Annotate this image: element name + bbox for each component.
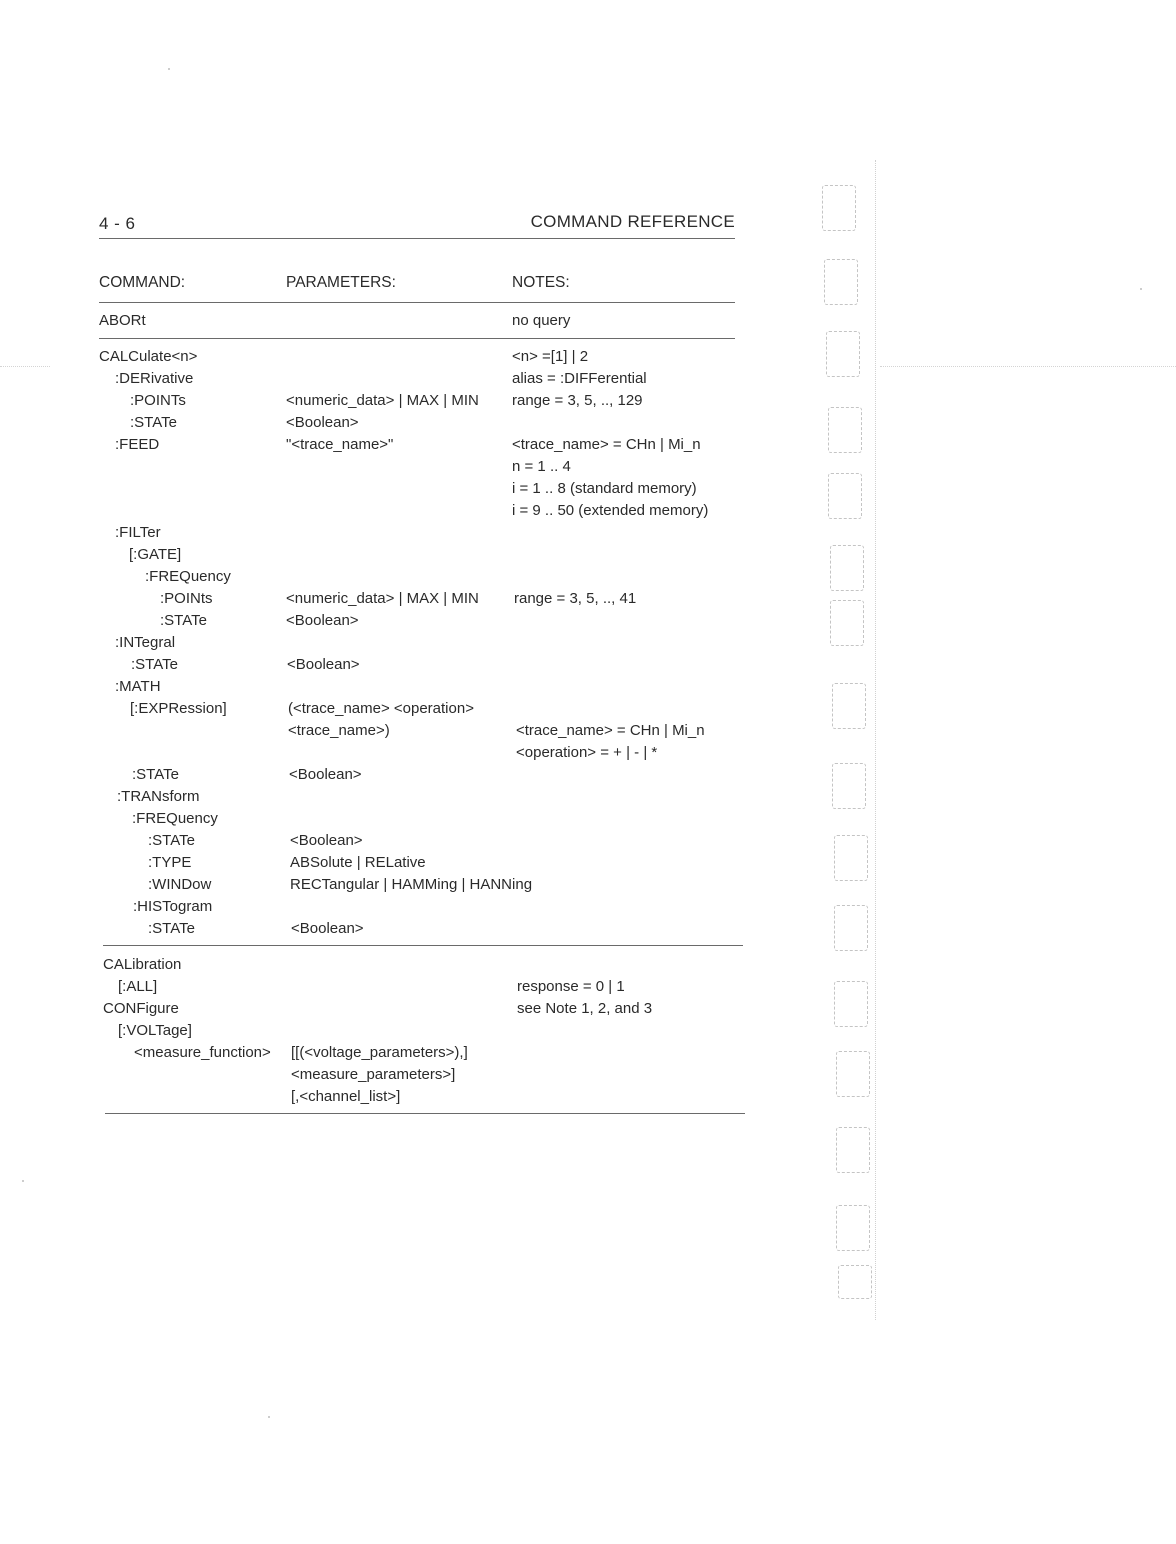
column-header-notes: NOTES:: [512, 274, 570, 291]
table-row: [99, 874, 739, 896]
table-row: [99, 500, 739, 522]
notes-cell: range = 3, 5, .., 129: [512, 392, 643, 409]
table-row: [99, 588, 739, 610]
tab-impression: [826, 331, 860, 377]
notes-cell: see Note 1, 2, and 3: [517, 1000, 653, 1017]
command-cell: :DERivative: [115, 370, 194, 387]
tab-divider-strip: [818, 175, 878, 1315]
parameters-cell: ABSolute | RELative: [290, 854, 426, 871]
command-cell: :POINts: [160, 590, 213, 607]
table-row: [99, 742, 739, 764]
group-divider: [105, 1113, 745, 1114]
table-row: [99, 434, 739, 456]
notes-cell: <n> =[1] | 2: [512, 348, 589, 365]
table-row: [103, 998, 743, 1020]
parameters-cell: <Boolean>: [286, 612, 359, 629]
command-cell: :FREQuency: [145, 568, 231, 585]
table-row: [99, 830, 739, 852]
column-header-command: COMMAND:: [99, 274, 186, 291]
tab-impression: [838, 1265, 872, 1299]
command-cell: :FILTer: [115, 524, 161, 541]
parameters-cell: [[(<voltage_parameters>),]: [291, 1044, 468, 1061]
parameters-cell: <Boolean>: [290, 832, 363, 849]
table-row: [99, 412, 739, 434]
command-cell: CONFigure: [103, 1000, 179, 1017]
command-cell: <measure_function>: [134, 1044, 271, 1061]
table-row: [99, 764, 739, 786]
table-row: [99, 566, 739, 588]
page-number: 4 - 6: [99, 214, 136, 233]
table-row: [103, 1086, 743, 1108]
parameters-cell: RECTangular | HAMMing | HANNing: [290, 876, 533, 893]
command-cell: :STATe: [148, 920, 195, 937]
parameters-cell: <trace_name>): [288, 722, 390, 739]
tab-impression: [836, 1127, 870, 1173]
table-row: [99, 720, 739, 742]
table-row: [99, 698, 739, 720]
parameters-cell: "<trace_name>": [286, 436, 394, 453]
group-divider: [99, 338, 735, 339]
command-cell: [:ALL]: [118, 978, 158, 995]
table-row: [99, 390, 739, 412]
command-cell: :POINTs: [130, 392, 186, 409]
table-row: [99, 310, 739, 332]
command-cell: CALibration: [103, 956, 182, 973]
command-cell: :FREQuency: [132, 810, 218, 827]
notes-cell: no query: [512, 312, 571, 329]
tab-impression: [834, 905, 868, 951]
table-row: [99, 368, 739, 390]
table-row: [99, 896, 739, 918]
command-cell: :STATe: [131, 656, 178, 673]
command-cell: :STATe: [160, 612, 207, 629]
notes-cell: n = 1 .. 4: [512, 458, 571, 475]
tab-impression: [836, 1051, 870, 1097]
command-cell: :STATe: [148, 832, 195, 849]
tab-impression: [822, 185, 856, 231]
notes-cell: i = 1 .. 8 (standard memory): [512, 480, 697, 497]
tab-impression: [828, 473, 862, 519]
parameters-cell: <numeric_data> | MAX | MIN: [286, 392, 479, 409]
table-row: [103, 954, 743, 976]
command-cell: [:EXPRession]: [130, 700, 227, 717]
command-cell: :TYPE: [148, 854, 192, 871]
tab-impression: [830, 600, 864, 646]
table-row: [103, 1020, 743, 1042]
command-cell: :MATH: [115, 678, 161, 695]
tab-impression: [836, 1205, 870, 1251]
command-cell: CALCulate<n>: [99, 348, 198, 365]
table-row: [103, 1064, 743, 1086]
tab-impression: [828, 407, 862, 453]
table-row: [99, 786, 739, 808]
command-cell: :HISTogram: [133, 898, 213, 915]
notes-cell: <trace_name> = CHn | Mi_n: [516, 722, 705, 739]
parameters-cell: <numeric_data> | MAX | MIN: [286, 590, 479, 607]
group-divider: [103, 945, 743, 946]
notes-cell: <trace_name> = CHn | Mi_n: [512, 436, 701, 453]
table-row: [99, 918, 739, 940]
command-cell: :INTegral: [115, 634, 176, 651]
parameters-cell: <Boolean>: [286, 414, 359, 431]
table-row: [103, 976, 743, 998]
command-cell: :STATe: [132, 766, 179, 783]
table-row: [99, 456, 739, 478]
tab-impression: [832, 763, 866, 809]
table-row: [99, 676, 739, 698]
notes-cell: <operation> = + | - | *: [516, 744, 658, 761]
section-title: COMMAND REFERENCE: [530, 212, 735, 231]
notes-cell: range = 3, 5, .., 41: [514, 590, 637, 607]
table-row: [99, 808, 739, 830]
command-cell: :TRANsform: [117, 788, 200, 805]
column-header-parameters: PARAMETERS:: [286, 274, 396, 291]
command-cell: [:VOLTage]: [118, 1022, 192, 1039]
table-row: [99, 654, 739, 676]
table-row: [99, 852, 739, 874]
table-row: [99, 610, 739, 632]
table-row: [103, 1042, 743, 1064]
command-cell: :STATe: [130, 414, 177, 431]
parameters-cell: <measure_parameters>]: [291, 1066, 456, 1083]
command-cell: :FEED: [115, 436, 160, 453]
notes-cell: i = 9 .. 50 (extended memory): [512, 502, 709, 519]
notes-cell: response = 0 | 1: [517, 978, 625, 995]
table-row: [99, 632, 739, 654]
table-row: [99, 346, 739, 368]
command-cell: ABORt: [99, 312, 146, 329]
command-cell: [:GATE]: [129, 546, 182, 563]
parameters-cell: (<trace_name> <operation>: [288, 700, 474, 717]
tab-impression: [834, 981, 868, 1027]
command-cell: :WINDow: [148, 876, 212, 893]
parameters-cell: <Boolean>: [291, 920, 364, 937]
tab-impression: [824, 259, 858, 305]
tab-impression: [830, 545, 864, 591]
tab-impression: [834, 835, 868, 881]
parameters-cell: <Boolean>: [287, 656, 360, 673]
table-row: [99, 544, 739, 566]
table-row: [99, 478, 739, 500]
parameters-cell: <Boolean>: [289, 766, 362, 783]
notes-cell: alias = :DIFFerential: [512, 370, 647, 387]
parameters-cell: [,<channel_list>]: [291, 1088, 401, 1105]
tab-impression: [832, 683, 866, 729]
table-row: [99, 522, 739, 544]
